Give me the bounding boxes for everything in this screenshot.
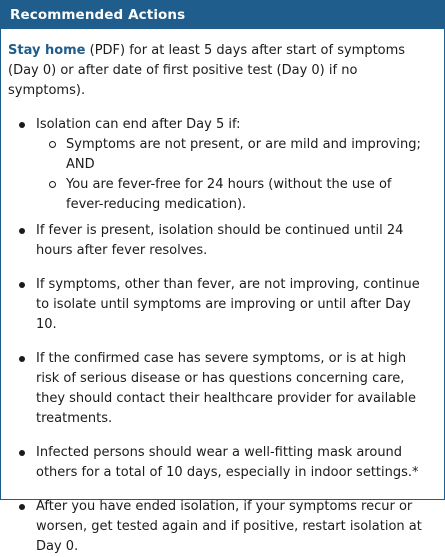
list-item: If the confirmed case has severe symptoms, or is at high risk of serious disease or has questions concerning care, they should contact their healthcare provider for available treatments. <box>36 349 432 429</box>
action-list <box>8 115 432 557</box>
list-item: If fever is present, isolation should be continued until 24 hours after fever resolves. <box>36 221 432 261</box>
sub-list <box>36 135 432 215</box>
list-item-text: Isolation can end after Day 5 if: <box>36 117 241 132</box>
stay-home-link[interactable]: Stay home <box>8 43 86 58</box>
panel-title: Recommended Actions <box>1 1 444 29</box>
panel-body <box>1 29 444 557</box>
list-item: After you have ended isolation, if your symptoms recur or worsen, get tested again and if positive, restart isolation at Day 0. <box>36 497 432 557</box>
intro-paragraph <box>8 41 432 101</box>
sub-list-item: Symptoms are not present, or are mild and improving; AND <box>66 135 432 175</box>
sub-list-item: You are fever-free for 24 hours (without the use of fever-reducing medication). <box>66 175 432 215</box>
list-item <box>36 115 432 215</box>
list-item: Infected persons should wear a well-fitting mask around others for a total of 10 days, especially in indoor settings.* <box>36 443 432 483</box>
intro-text: (PDF) for at least 5 days after start of symptoms (Day 0) or after date of first positive test (Day 0) if no symptoms). <box>8 43 406 98</box>
list-item: If symptoms, other than fever, are not improving, continue to isolate until symptoms are improving or until after Day 10. <box>36 275 432 335</box>
